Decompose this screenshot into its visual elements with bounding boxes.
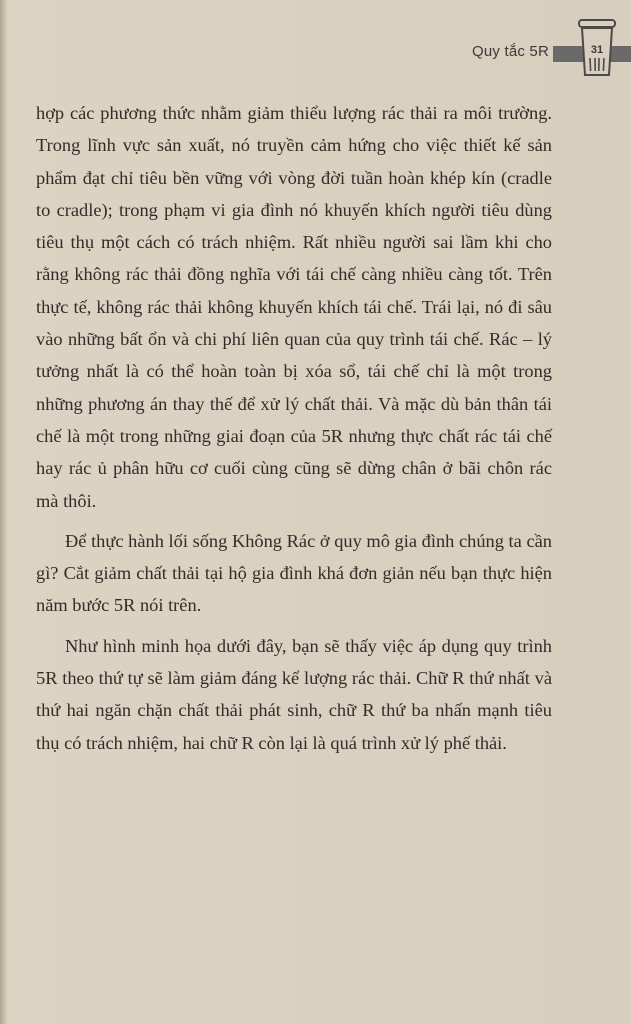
running-header-title: Quy tắc 5R xyxy=(471,43,549,60)
page-header xyxy=(0,18,631,80)
paragraph: Để thực hành lối sống Không Rác ở quy mô gia đình chúng ta cần gì? Cắt giảm chất thải tại hộ gia đình khá đơn giản nếu bạn thực hiện năm bước 5R nói trên. xyxy=(36,530,552,616)
body-text xyxy=(36,97,552,759)
page-number: 31 xyxy=(590,44,604,56)
paragraph: Như hình minh họa dưới đây, bạn sẽ thấy việc áp dụng quy trình 5R theo thứ tự sẽ làm giảm đáng kể lượng rác thải. Chữ R thứ nhất và thứ hai ngăn chặn chất thải phát sinh, chữ R thứ ba nhấn mạnh tiêu thụ có trách nhiệm, hai chữ R còn lại là quá trình xử lý phế thải. xyxy=(36,635,552,753)
paragraph: hợp các phương thức nhằm giảm thiểu lượng rác thải ra môi trường. Trong lĩnh vực sản xuất, nó truyền cảm hứng cho việc thiết kế sản phẩm đạt chỉ tiêu bền vững với vòng đời tuần hoàn khép kín (cradle to cradle); trong phạm vi gia đình nó khuyến khích người tiêu dùng tiêu thụ một cách có trách nhiệm. Rất nhiều người sai lầm khi cho rằng không rác thải đồng nghĩa với tái chế càng nhiều càng tốt. Trên thực tế, không rác thải không khuyến khích tái chế. Trái lại, nó đi sâu vào những bất ổn và chi phí liên quan của quy trình tái chế. Rác – lý tưởng nhất là có thể hoàn toàn bị xóa sổ, tái chế chỉ là một trong những phương án thay thế để xử lý chất thải. Và mặc dù bản thân tái chế là một trong những giai đoạn của 5R nhưng thực chất rác tái chế hay rác ủ phân hữu cơ cuối cùng cũng sẽ dừng chân ở bãi chôn rác mà thôi. xyxy=(36,103,552,511)
page-spine-shadow xyxy=(0,0,8,1024)
